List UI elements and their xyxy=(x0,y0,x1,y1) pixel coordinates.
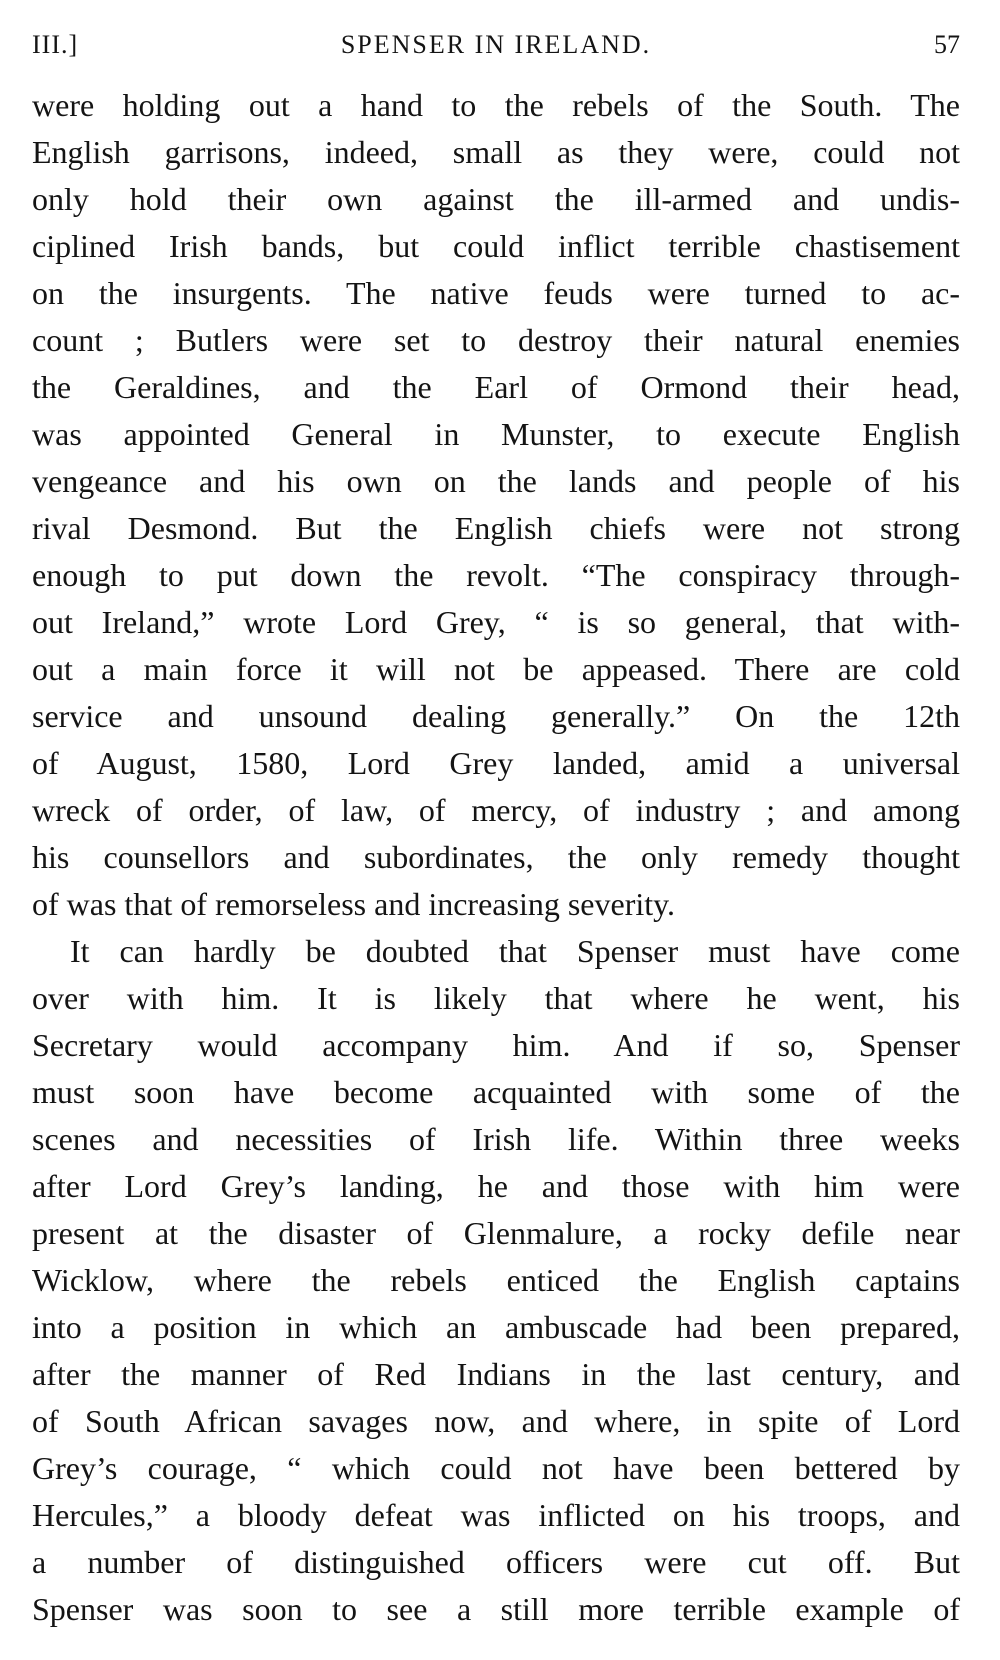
running-header xyxy=(32,30,960,70)
text-line: out a main force it will not be appeased. There are cold xyxy=(32,651,960,687)
text-line: Spenser was soon to see a still more terrible example of xyxy=(32,1591,960,1627)
text-line: rival Desmond. But the English chiefs were not strong xyxy=(32,510,960,546)
running-title: SPENSER IN IRELAND. xyxy=(340,30,652,59)
text-line: into a position in which an ambuscade had been prepared, xyxy=(32,1309,960,1345)
text-line: over with him. It is likely that where he went, his xyxy=(32,980,960,1016)
text-line: wreck of order, of law, of mercy, of industry ; and among xyxy=(32,792,960,828)
text-line: present at the disaster of Glenmalure, a rocky defile near xyxy=(32,1215,960,1251)
body-text xyxy=(32,82,960,1633)
chapter-number: III.] xyxy=(32,30,79,59)
text-line: Wicklow, where the rebels enticed the English captains xyxy=(32,1262,960,1298)
text-line: only hold their own against the ill-armed and undis- xyxy=(32,181,960,217)
text-line: were holding out a hand to the rebels of the South. The xyxy=(32,87,960,123)
text-line: on the insurgents. The native feuds were turned to ac- xyxy=(32,275,960,311)
text-line: was appointed General in Munster, to execute English xyxy=(32,416,960,452)
text-line: ciplined Irish bands, but could inflict terrible chastisement xyxy=(32,228,960,264)
paragraph xyxy=(32,82,960,928)
text-line: of August, 1580, Lord Grey landed, amid a universal xyxy=(32,745,960,781)
paragraph xyxy=(32,928,960,1633)
text-line: a number of distinguished officers were cut off. But xyxy=(32,1544,960,1580)
text-line: service and unsound dealing generally.” On the 12th xyxy=(32,698,960,734)
text-line: Secretary would accompany him. And if so, Spenser xyxy=(32,1027,960,1063)
text-line: enough to put down the revolt. “The conspiracy through- xyxy=(32,557,960,593)
text-line: Hercules,” a bloody defeat was inflicted on his troops, and xyxy=(32,1497,960,1533)
text-line: after the manner of Red Indians in the last century, and xyxy=(32,1356,960,1392)
text-line: English garrisons, indeed, small as they were, could not xyxy=(32,134,960,170)
text-line: must soon have become acquainted with some of the xyxy=(32,1074,960,1110)
text-line: his counsellors and subordinates, the only remedy thought xyxy=(32,839,960,875)
text-line: vengeance and his own on the lands and people of his xyxy=(32,463,960,499)
text-line: count ; Butlers were set to destroy their natural enemies xyxy=(32,322,960,358)
text-line: of was that of remorseless and increasing severity. xyxy=(32,886,676,922)
text-line: scenes and necessities of Irish life. Within three weeks xyxy=(32,1121,960,1157)
text-line: of South African savages now, and where, in spite of Lord xyxy=(32,1403,960,1439)
text-line: It can hardly be doubted that Spenser must have come xyxy=(70,933,960,969)
text-line: the Geraldines, and the Earl of Ormond their head, xyxy=(32,369,960,405)
page-number: 57 xyxy=(934,30,960,59)
text-line: after Lord Grey’s landing, he and those with him were xyxy=(32,1168,960,1204)
text-line: out Ireland,” wrote Lord Grey, “ is so general, that with- xyxy=(32,604,960,640)
text-line: Grey’s courage, “ which could not have been bettered by xyxy=(32,1450,960,1486)
